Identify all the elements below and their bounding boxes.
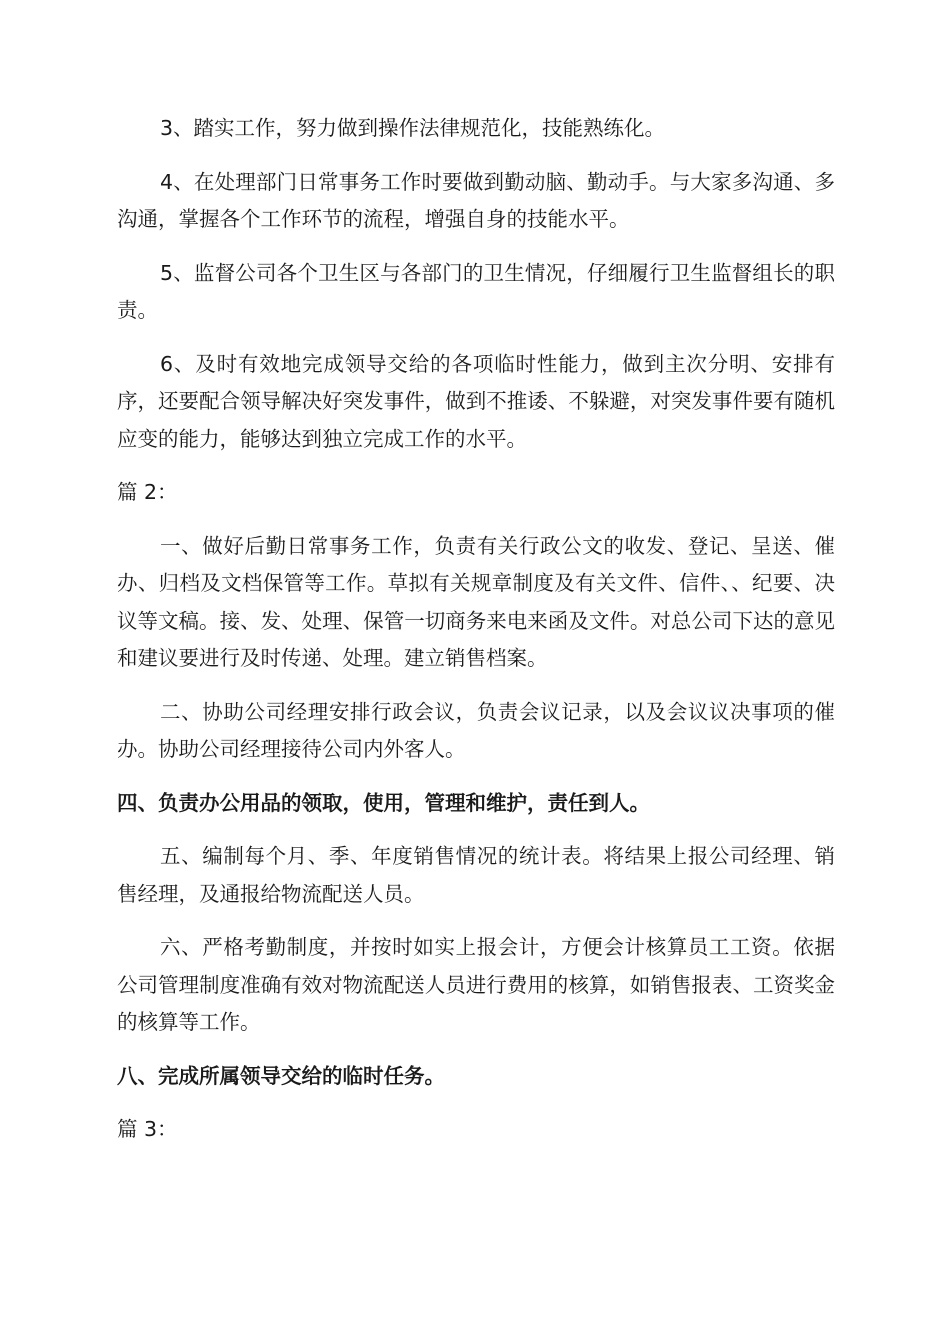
paragraph-item-four: 四、负责办公用品的领取，使用，管理和维护，责任到人。 [117,790,650,815]
paragraph-item-five: 五、编制每个月、季、年度销售情况的统计表。将结果上报公司经理、销售经理，及通报给物流配送人员。 [117,844,835,906]
paragraph-item-eight: 八、完成所属领导交给的临时任务。 [117,1063,445,1088]
document-body [117,110,835,1165]
paragraph-item-two: 二、协助公司经理安排行政会议，负责会议记录，以及会议议决事项的催办。协助公司经理接待公司内外客人。 [117,699,835,761]
paragraph-item-six: 六、严格考勤制度，并按时如实上报会计，方便会计核算员工工资。依据公司管理制度准确有效对物流配送人员进行费用的核算，如销售报表、工资奖金的核算等工作。 [117,935,835,1034]
paragraph-item-4: 4、在处理部门日常事务工作时要做到勤动脑、勤动手。与大家多沟通、多沟通，掌握各个工作环节的流程，增强自身的技能水平。 [117,169,835,231]
paragraph-item-5: 5、监督公司各个卫生区与各部门的卫生情况，仔细履行卫生监督组长的职责。 [117,260,835,322]
section-heading-2: 篇 2： [117,480,178,504]
paragraph-item-3: 3、踏实工作，努力做到操作法律规范化，技能熟练化。 [160,116,666,140]
paragraph-item-one: 一、做好后勤日常事务工作，负责有关行政公文的收发、登记、呈送、催办、归档及文档保管等工作。草拟有关规章制度及有关文件、信件、、纪要、决议等文稿。接、发、处理、保管一切商务来电来函及文件。对总公司下达的意见和建议要进行及时传递、处理。建立销售档案。 [117,533,835,670]
paragraph-item-6: 6、及时有效地完成领导交给的各项临时性能力，做到主次分明、安排有序，还要配合领导解决好突发事件，做到不推诿、不躲避，对突发事件要有随机应变的能力，能够达到独立完成工作的水平。 [117,351,835,451]
section-heading-3: 篇 3： [117,1117,178,1141]
